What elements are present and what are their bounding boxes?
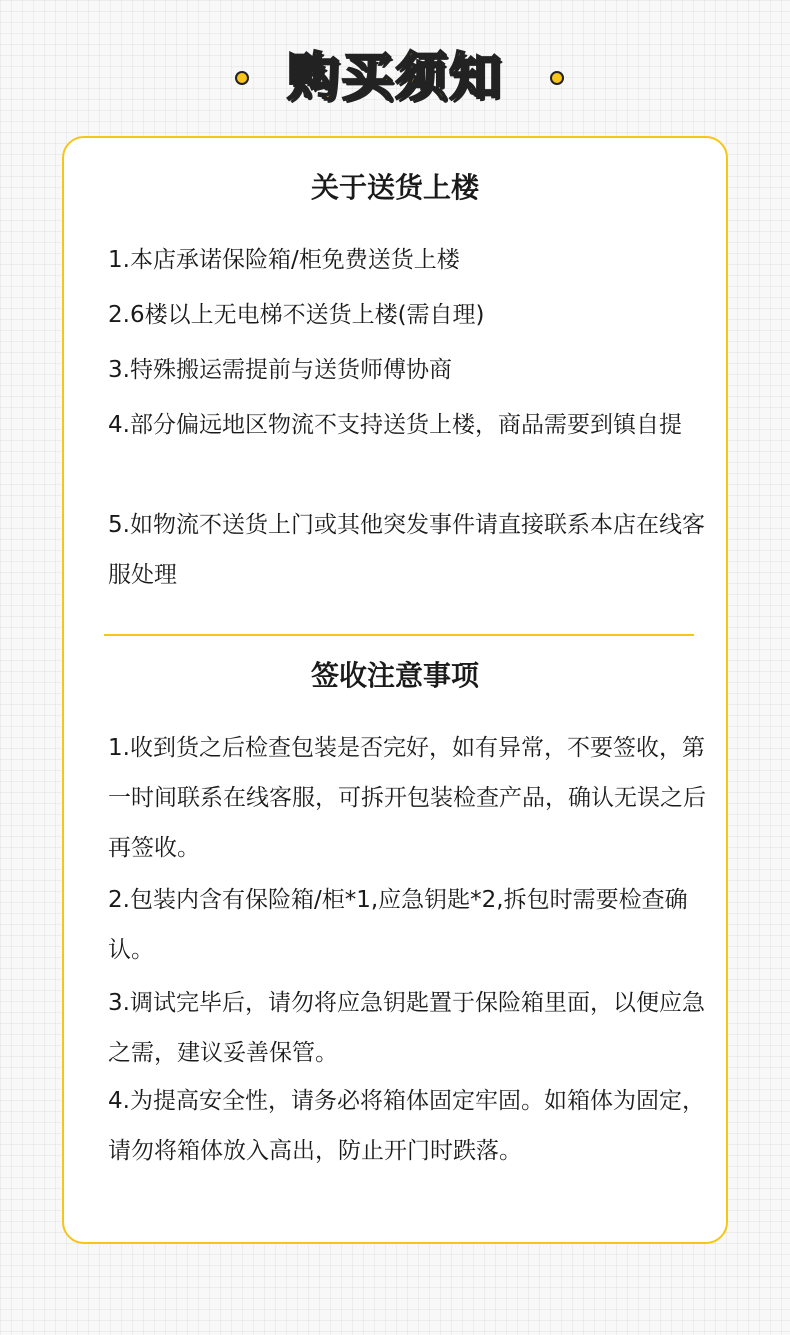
list-item: 5.如物流不送货上门或其他突发事件请直接联系本店在线客服处理 [108,512,705,588]
page-title: 购买须知 [286,48,503,108]
section-title-receipt: 签收注意事项 [310,659,479,692]
list-item: 3.调试完毕后，请勿将应急钥匙置于保险箱里面，以便应急之需，建议妥善保管。 [108,990,705,1066]
list-item: 3.特殊搬运需提前与送货师傅协商 [108,357,452,383]
list-item: 4.部分偏远地区物流不支持送货上楼，商品需要到镇自提 [108,412,682,438]
list-item: 2.包装内含有保险箱/柜*1,应急钥匙*2,拆包时需要检查确认。 [108,887,688,963]
list-item: 1.本店承诺保险箱/柜免费送货上楼 [108,247,460,273]
list-item: 2.6楼以上无电梯不送货上楼(需自理) [108,302,485,328]
notice-card [62,136,728,1244]
section-title-delivery: 关于送货上楼 [310,171,479,204]
list-item: 4.为提高安全性，请务必将箱体固定牢固。如箱体为固定，请勿将箱体放入高出，防止开门时跌落。 [108,1088,705,1164]
decorative-dot-right [550,71,564,85]
section-divider [104,634,694,636]
header-banner [0,38,790,118]
list-item: 1.收到货之后检查包装是否完好，如有异常，不要签收，第一时间联系在线客服，可拆开包装检查产品，确认无误之后再签收。 [108,735,706,861]
